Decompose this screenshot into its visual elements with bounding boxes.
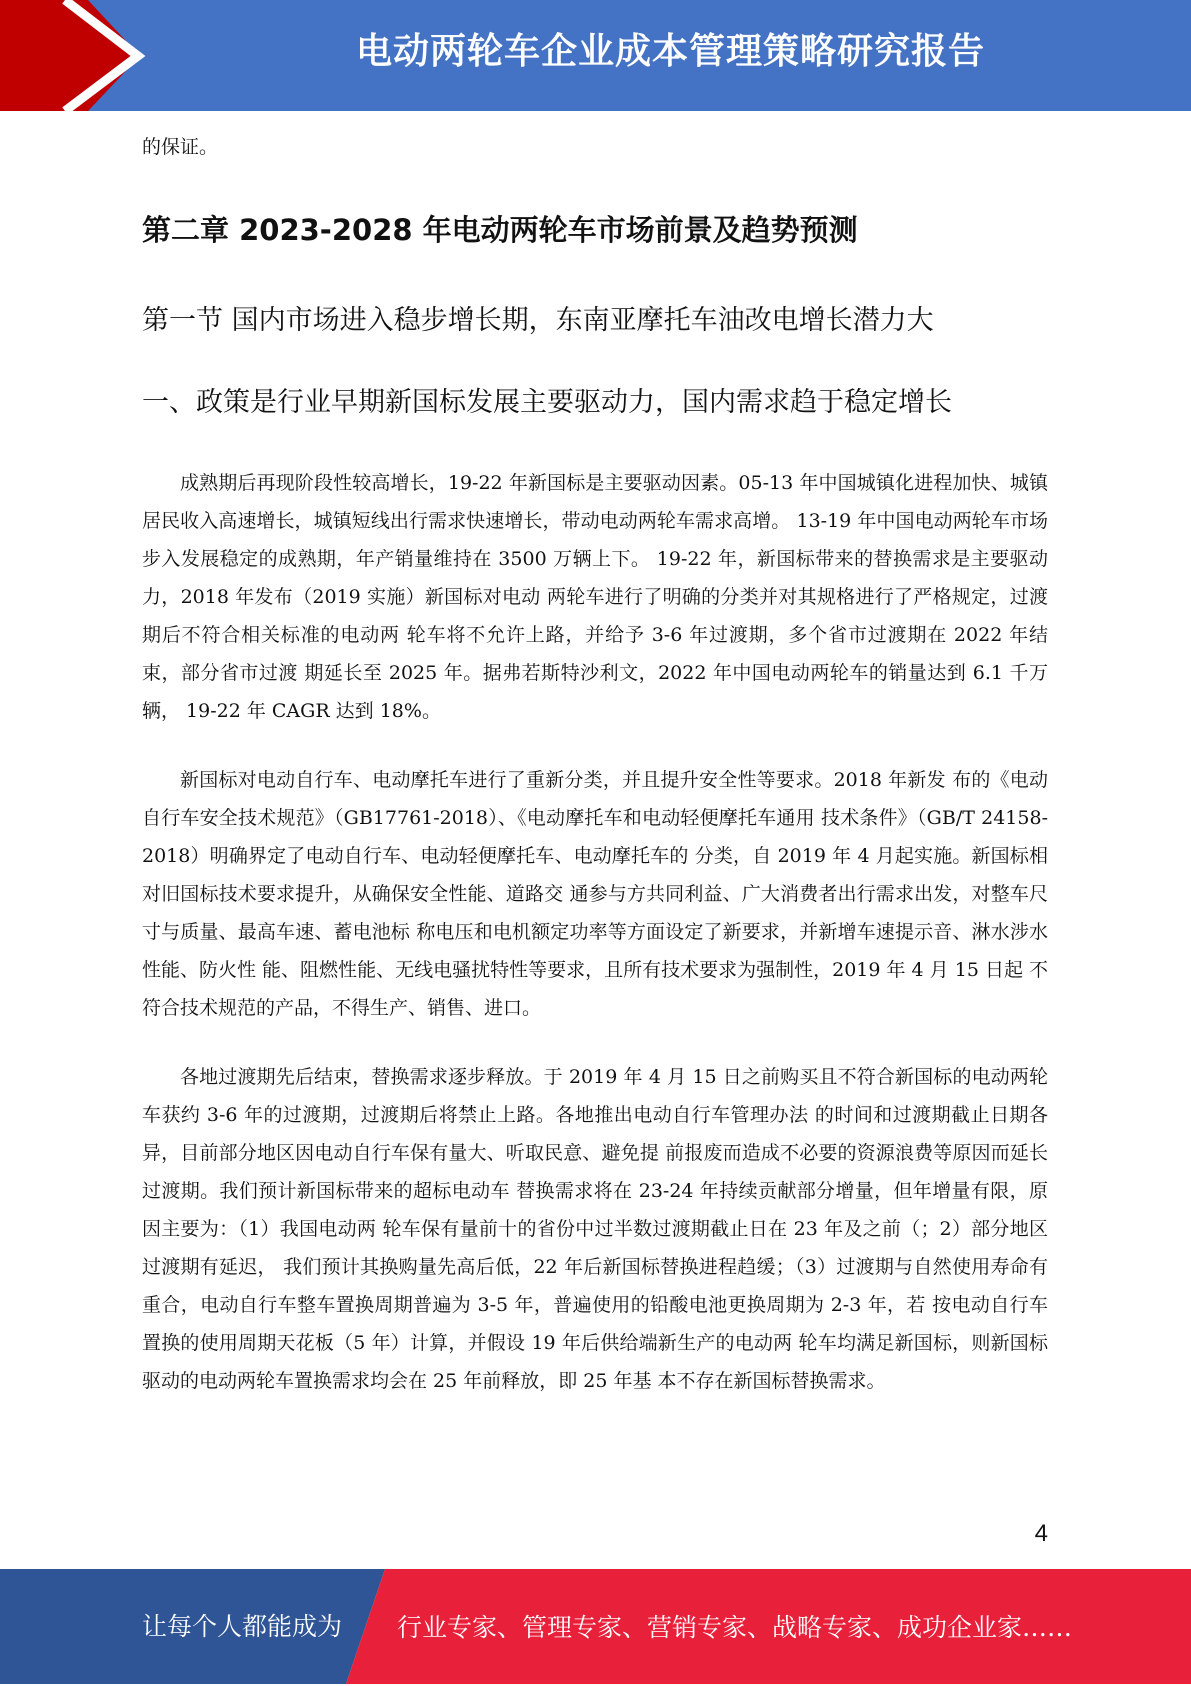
body-paragraph: 新国标对电动自行车、电动摩托车进行了重新分类，并且提升安全性等要求。2018 年新发 布的《电动自行车安全技术规范》（GB17761-2018）、《电动摩托车和电动轻便摩托车通用 技术条件》（GB/T 24158-2018）明确界定了电动自行车、电动轻便摩托车、电动摩托车的 分类，自 2019 年 4 月起实施。新国标相对旧国标技术要求提升，从确保安全性能、道路交 通参与方共同利益、广大消费者出行需求出发，对整车尺寸与质量、最高车速、蓄电池标 称电压和电机额定功率等方面设定了新要求，并新增车速提示音、淋水涉水性能、防火性 能、阻燃性能、无线电骚扰特性等要求，且所有技术要求为强制性，2019 年 4 月 15 日起 不符合技术规范的产品，不得生产、销售、进口。: [142, 769, 1048, 1019]
footer-slogan-left: 让每个人都能成为: [142, 1612, 343, 1641]
body-paragraph: 成熟期后再现阶段性较高增长，19-22 年新国标是主要驱动因素。05-13 年中国城镇化进程加快、城镇居民收入高速增长，城镇短线出行需求快速增长，带动电动两轮车需求高增。 13-19 年中国电动两轮车市场步入发展稳定的成熟期，年产销量维持在 3500 万辆上下。 19-22 年，新国标带来的替换需求是主要驱动力，2018 年发布（2019 实施）新国标对电动 两轮车进行了明确的分类并对其规格进行了严格规定，过渡期后不符合相关标准的电动两 轮车将不允许上路，并给予 3-6 年过渡期，多个省市过渡期在 2022 年结束，部分省市过渡 期延长至 2025 年。据弗若斯特沙利文，2022 年中国电动两轮车的销量达到 6.1 千万辆， 19-22 年 CAGR 达到 18%。: [142, 472, 1048, 722]
page-footer: [0, 1569, 1191, 1684]
continued-paragraph-fragment: 的保证。: [142, 136, 219, 158]
body-paragraphs: [142, 464, 1048, 1400]
chapter-title: 第二章 2023-2028 年电动两轮车市场前景及趋势预测: [142, 213, 858, 247]
page-header: [0, 0, 1191, 111]
section-title: 第一节 国内市场进入稳步增长期，东南亚摩托车油改电增长潜力大: [142, 305, 934, 336]
subsection-title: 一、政策是行业早期新国标发展主要驱动力，国内需求趋于稳定增长: [142, 387, 952, 418]
header-arrow-decoration: [0, 0, 160, 111]
page-number: 4: [1034, 1520, 1048, 1547]
report-title: 电动两轮车企业成本管理策略研究报告: [355, 31, 985, 72]
main-content: [142, 128, 1048, 1431]
body-paragraph: 各地过渡期先后结束，替换需求逐步释放。于 2019 年 4 月 15 日之前购买且不符合新国标的电动两轮车获约 3-6 年的过渡期，过渡期后将禁止上路。各地推出电动自行车管理办法 的时间和过渡期截止日期各异，目前部分地区因电动自行车保有量大、听取民意、避免提 前报废而造成不必要的资源浪费等原因而延长过渡期。我们预计新国标带来的超标电动车 替换需求将在 23-24 年持续贡献部分增量，但年增量有限，原因主要为：（1）我国电动两 轮车保有量前十的省份中过半数过渡期截止日在 23 年及之前（；2）部分地区过渡期有延迟， 我们预计其换购量先高后低，22 年后新国标替换进程趋缓；（3）过渡期与自然使用寿命有 重合，电动自行车整车置换周期普遍为 3-5 年，普遍使用的铅酸电池更换周期为 2-3 年，若 按电动自行车置换的使用周期天花板（5 年）计算，并假设 19 年后供给端新生产的电动两 轮车均满足新国标，则新国标驱动的电动两轮车置换需求均会在 25 年前释放，即 25 年基 本不存在新国标替换需求。: [142, 1066, 1048, 1392]
footer-slogan-right: 行业专家、管理专家、营销专家、战略专家、成功企业家……: [397, 1613, 1073, 1642]
